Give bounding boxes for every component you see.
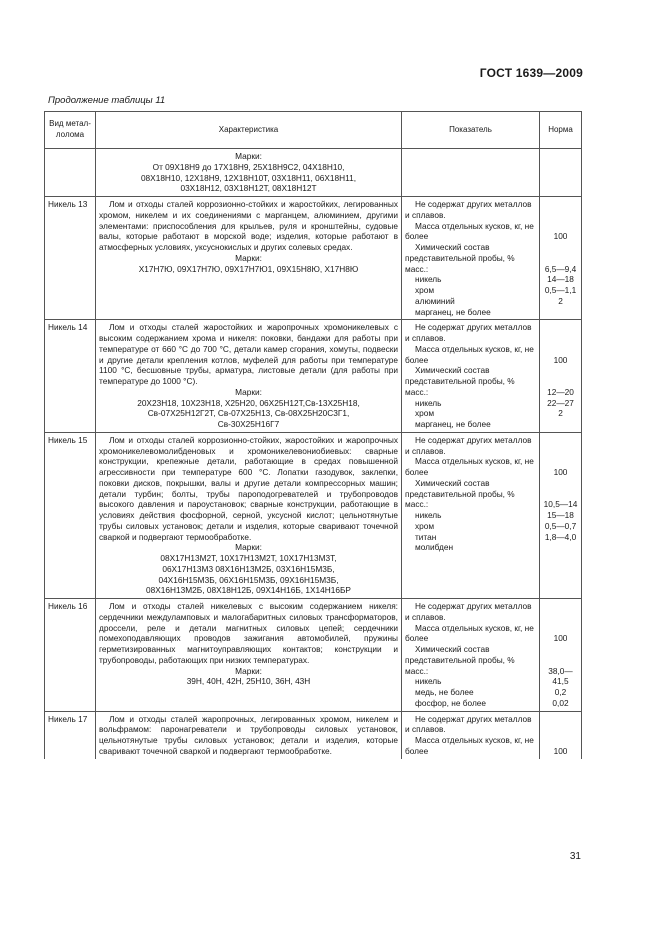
row-characteristic: Лом и отходы сталей жаростойких и жаропрочных хромоникелевых с высоким содержанием хрома и никеля: поковки, бандажи для работы при температуре от 660 °С до 700 °С, детали камер сгорания, хомуты, подвески и другие детали крепления котлов, муфелей для работы при температуре 1100 °С, бесшовные трубы, арматура, листовые детали (для работы при температуре до 1000 °С). Марки: 20Х23Н18, 10Х23Н18, Х25Н20, 06Х25Н12Т,Св-13Х25Н18, Св-07Х25Н12Г2Т, Св-07Х25Н13, Св-08Х25Н20С3Г1, Св-30Х25Н16Г7	[96, 320, 402, 433]
row-characteristic: Лом и отходы сталей коррозионно-стойких и жаростойких, легированных хромом, никелем и их соединениями с марганцем, алюминием, другими элементами: приспособления для крыльев, руля и кронштейны, судовые валы, которые работают в морской воде; изделия, которые работают в атмосферных условиях, уксуснокислых и других солевых средах. Марки: Х17Н7Ю, 09Х17Н7Ю, 09Х17Н7Ю1, 09Х15Н8Ю, Х17Н8Ю	[96, 197, 402, 320]
grades: Марки: 20Х23Н18, 10Х23Н18, Х25Н20, 06Х25Н12Т,Св-13Х25Н18, Св-07Х25Н12Г2Т, Св-07Х25Н13, Св-08Х25Н20С3Г1, Св-30Х25Н16Г7	[137, 386, 360, 429]
row-characteristic: Лом и отходы сталей никелевых с высоким содержанием никеля: сердечники междуламповых и малогабаритных силовых трансформаторов, дроссели, реле и детали магнитных силовых цепей; сердечники помехоподавляющих проводов зажигания автомобилей, пружины герметизированных магнитоуправляющих контактов; конструкции и трубопроводы, работающих при низких температурах. Марки: 39Н, 40Н, 42Н, 25Н10, 36Н, 43Н	[96, 599, 402, 712]
table-header-row	[45, 112, 582, 149]
col-header-norm: Норма	[540, 112, 582, 149]
row-indicator: Не содержат других металлов и сплавов. Масса отдельных кусков, кг, не более Химический состав представительной пробы, % масс.: никель хром алюминий марганец, не более	[402, 197, 540, 320]
table-row	[45, 711, 582, 759]
col-header-indicator: Показатель	[402, 112, 540, 149]
row-indicator: Не содержат других металлов и сплавов. Масса отдельных кусков, кг, не более	[402, 711, 540, 759]
table-caption: Продолжение таблицы 11	[48, 95, 166, 106]
document-id: ГОСТ 1639—2009	[479, 66, 583, 80]
row-name: Никель 17	[45, 711, 96, 759]
row-norm: 100 6,5—9,4 14—18 0,5—1,1 2	[540, 197, 582, 320]
row-name	[45, 149, 96, 197]
table-row	[45, 599, 582, 712]
row-norm: 100 38,0—41,5 0,2 0,02	[540, 599, 582, 712]
row-name: Никель 14	[45, 320, 96, 433]
table-row	[45, 197, 582, 320]
table-row	[45, 432, 582, 598]
table-row-continuation	[45, 149, 582, 197]
row-characteristic: Лом и отходы сталей коррозионно-стойких, жаростойких и жаропрочных хромоникелевомолибденовых и хромоникелевониобиевых: сварные конструкции, крепежные детали, работающие в средах повышенной агрессивности при температуре 600 °С. Лопатки газодувок, заклепки, поковки дисков, покрышки, валы и другие детали компрессорных машин; детали турбин; болты, трубы пароподогревателей и трубопроводов высокого давления и пароустановок; сварные конструкции, работающие в условиях действия фосфорной, серной, уксусной кислот; цельнотянутые трубы силовых установок; детали и изделия, которые сваривают точечной сваркой и подвергают термообработке. Марки: 08Х17Н13М2Т, 10Х17Н13М2Т, 10Х17Н13М3Т, 06Х17Н13М3 08Х16Н13М2Б, 03Х16Н15М3Б, 04Х16Н15М3Б, 06Х16Н15М3Б, 09Х16Н15М3Б, 08Х16Н13М2Б, 08Х18Н12Б, 09Х14Н16Б, 1Х14Н16БР	[96, 432, 402, 598]
grades: Марки: 39Н, 40Н, 42Н, 25Н10, 36Н, 43Н	[186, 665, 311, 687]
col-header-type: Вид метал- лолома	[45, 112, 96, 149]
scrap-metal-table	[44, 111, 582, 759]
row-indicator: Не содержат других металлов и сплавов. Масса отдельных кусков, кг, не более Химический состав представительной пробы, % масс.: никель хром марганец, не более	[402, 320, 540, 433]
row-norm: 100	[540, 711, 582, 759]
row-name: Никель 13	[45, 197, 96, 320]
row-name: Никель 15	[45, 432, 96, 598]
row-characteristic: Лом и отходы сталей жаропрочных, легированных хромом, никелем и вольфрамом: паронагреватели и трубопроводы силовых установок, цельнотянутые трубы силовых установок; детали и изделия, которые сваривают точечной сваркой и подвергают термообработке.	[96, 711, 402, 759]
row-norm	[540, 149, 582, 197]
table-row	[45, 320, 582, 433]
row-indicator: Не содержат других металлов и сплавов. Масса отдельных кусков, кг, не более Химический состав представительной пробы, % масс.: никель медь, не более фосфор, не более	[402, 599, 540, 712]
col-header-characteristic: Характеристика	[96, 112, 402, 149]
grades: Марки: 08Х17Н13М2Т, 10Х17Н13М2Т, 10Х17Н13М3Т, 06Х17Н13М3 08Х16Н13М2Б, 03Х16Н15М3Б, 04Х16Н15М3Б, 06Х16Н15М3Б, 09Х16Н15М3Б, 08Х16Н13М2Б, 08Х18Н12Б, 09Х14Н16Б, 1Х14Н16БР	[146, 542, 351, 596]
row-indicator: Не содержат других металлов и сплавов. Масса отдельных кусков, кг, не более Химический состав представительной пробы, % масс.: никель хром титан молибден	[402, 432, 540, 598]
row-norm: 100 12—20 22—27 2	[540, 320, 582, 433]
row-indicator	[402, 149, 540, 197]
row-norm: 100 10,5—14 15—18 0,5—0,7 1,8—4,0	[540, 432, 582, 598]
page-number: 31	[569, 851, 581, 862]
row-name: Никель 16	[45, 599, 96, 712]
grades: Марки: От 09Х18Н9 до 17Х18Н9, 25Х18Н9С2, 04Х18Н10, 08Х18Н10, 12Х18Н9, 12Х18Н10Т, 03Х18Н11, 06Х18Н11, 03Х18Н12, 03Х18Н12Т, 08Х18Н12Т	[140, 151, 357, 194]
row-characteristic	[96, 149, 402, 197]
grades: Марки: Х17Н7Ю, 09Х17Н7Ю, 09Х17Н7Ю1, 09Х15Н8Ю, Х17Н8Ю	[138, 252, 359, 274]
